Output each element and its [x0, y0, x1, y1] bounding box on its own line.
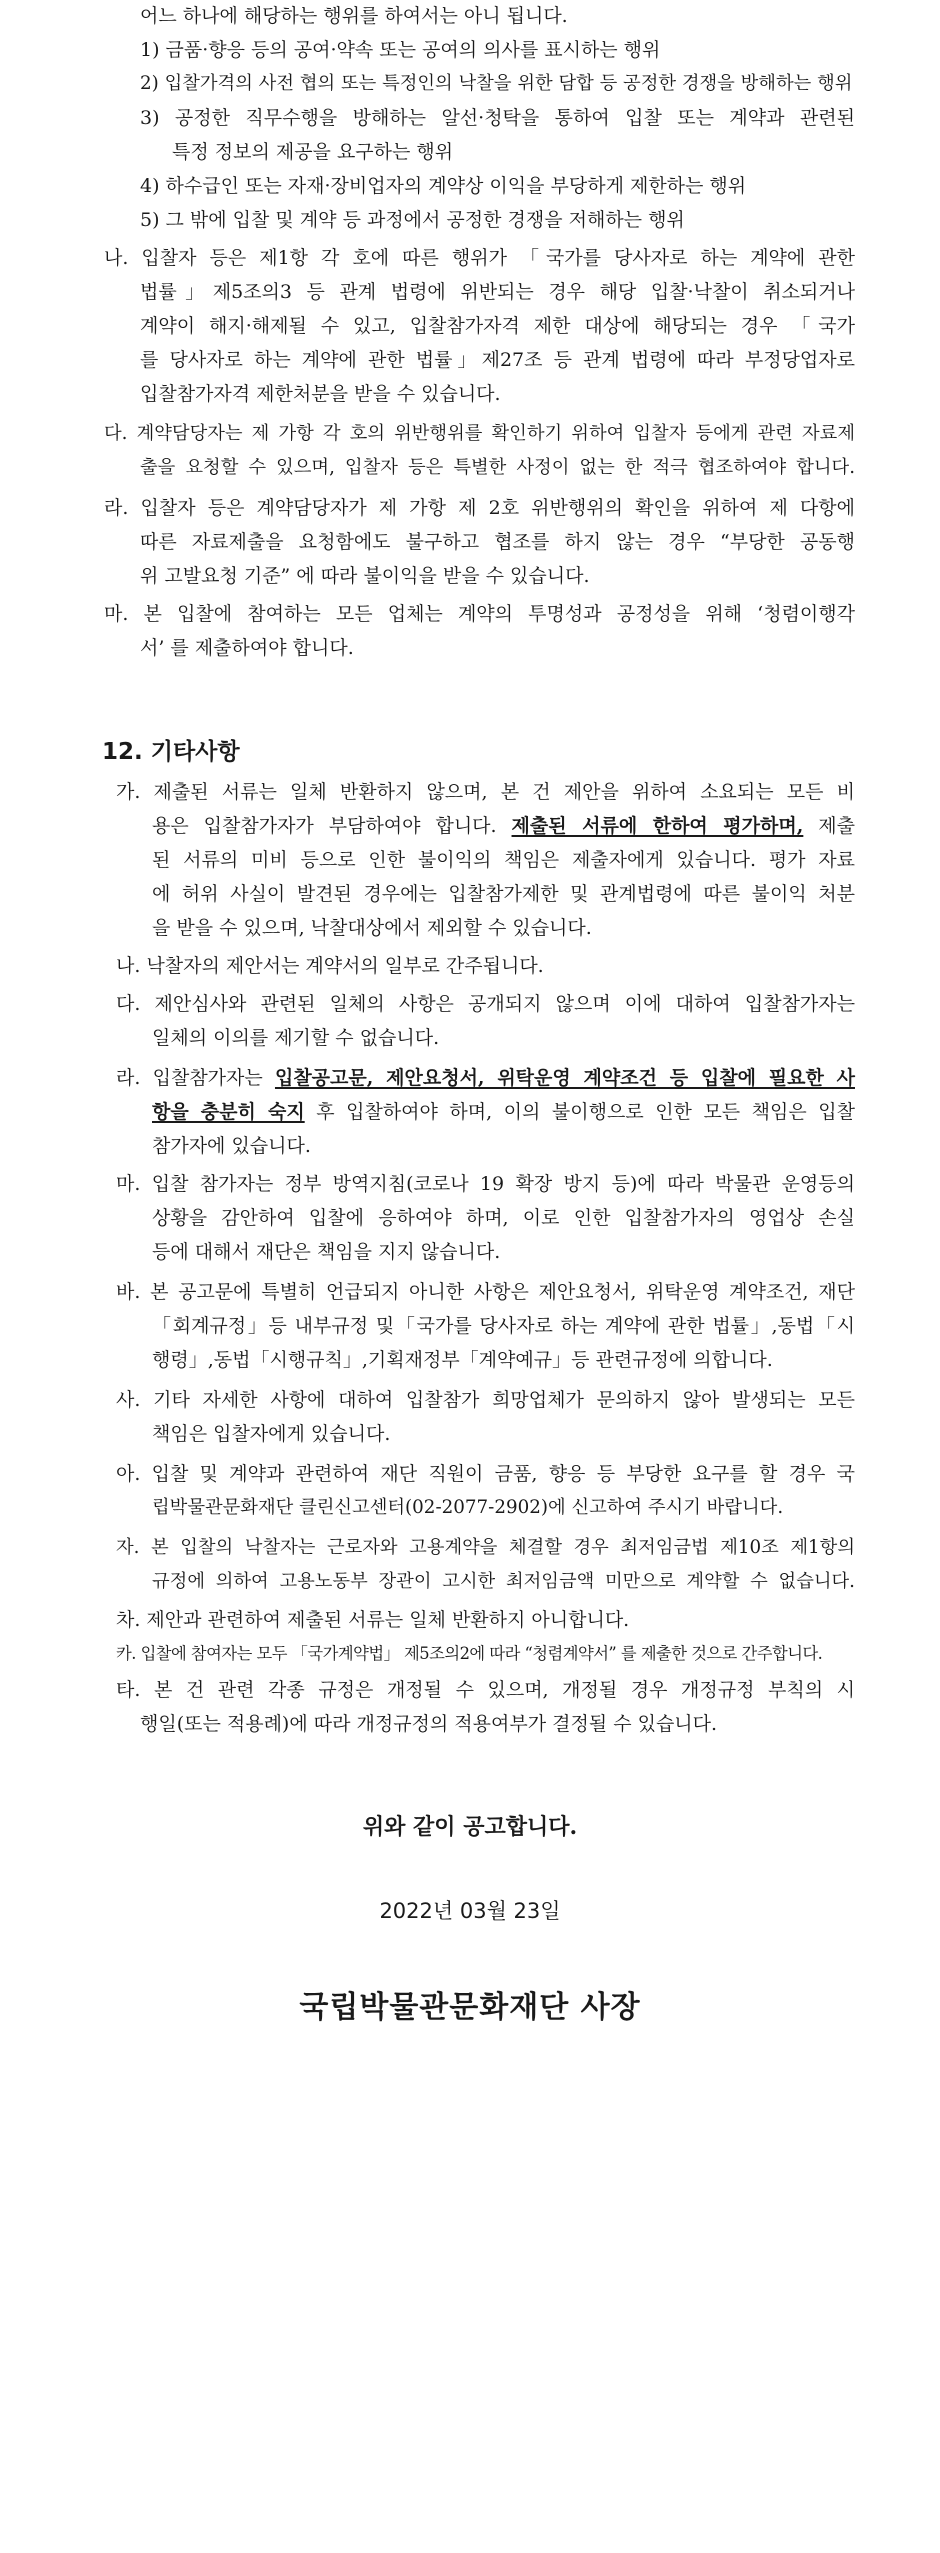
- intro-line: 어느 하나에 해당하는 행위를 하여서는 아니 됩니다.: [140, 5, 568, 27]
- clause-na-line-2: 법률」제5조의3 등 관계 법령에 위반되는 경우 해당 입찰·낙찰이 취소되거나: [140, 281, 855, 303]
- item-ga-line-1: 가. 제출된 서류는 일체 반환하지 않으며, 본 건 제안을 위하여 소요되는 모든 비: [116, 781, 855, 803]
- item-ja-line-2: 규정에 의하여 고용노동부 장관이 고시한 최저임금액 미만으로 계약할 수 없습니다.: [152, 1571, 855, 1592]
- prohibited-act-1: 1) 금품·향응 등의 공여·약속 또는 공여의 의사를 표시하는 행위: [140, 39, 661, 61]
- item-a-line-1: 아. 입찰 및 계약과 관련하여 재단 직원이 금품, 향응 등 부당한 요구를 할 경우 국: [116, 1463, 855, 1485]
- clause-ra-line-1: 라. 입찰자 등은 계약담당자가 제 가항 제 2호 위반행위의 확인을 위하여 제 다항에: [104, 497, 855, 519]
- item-ta-line-2: 행일(또는 적용례)에 따라 개정규정의 적용여부가 결정될 수 있습니다.: [140, 1713, 718, 1735]
- prohibited-act-5: 5) 그 밖에 입찰 및 계약 등 과정에서 공정한 경쟁을 저해하는 행위: [140, 209, 685, 231]
- prohibited-act-4: 4) 하수급인 또는 자재·장비업자의 계약상 이익을 부당하게 제한하는 행위: [140, 175, 747, 197]
- item-ba-line-3: 행령」,동법「시행규칙」,기획재정부「계약예규」등 관련규정에 의합니다.: [152, 1349, 773, 1371]
- item-ba-line-2: 「회계규정」등 내부규정 및「국가를 당사자로 하는 계약에 관한 법률」,동법「시: [152, 1315, 855, 1337]
- notice-date: 2022년 03월 23일: [379, 1899, 561, 1923]
- item-ga-line-4: 에 허위 사실이 발견된 경우에는 입찰참가제한 및 관계법령에 따른 불이익 처분: [152, 883, 855, 905]
- item-ra-line-1: 라. 입찰참가자는 입찰공고문, 제안요청서, 위탁운영 계약조건 등 입찰에 필요한 사: [116, 1067, 855, 1089]
- item-ga-line-5: 을 받을 수 있으며, 낙찰대상에서 제외할 수 있습니다.: [152, 917, 592, 939]
- item-ra-line-3: 참가자에 있습니다.: [152, 1135, 311, 1157]
- item-na-line-1: 나. 낙찰자의 제안서는 계약서의 일부로 간주됩니다.: [116, 955, 544, 977]
- clause-da-line-2: 출을 요청할 수 있으며, 입찰자 등은 특별한 사정이 없는 한 적극 협조하여야 합니다.: [140, 457, 855, 478]
- item-da-line-2: 일체의 이의를 제기할 수 없습니다.: [152, 1027, 440, 1049]
- item-ka-line-1: 카. 입찰에 참여자는 모두 「국가계약법」 제5조의2에 따라 “청렴계약서” 를 제출한 것으로 간주합니다.: [116, 1644, 823, 1663]
- clause-da-line-1: 다. 계약담당자는 제 가항 각 호의 위반행위를 확인하기 위하여 입찰자 등에게 관련 자료제: [104, 423, 855, 444]
- prohibited-act-3-cont: 특정 정보의 제공을 요구하는 행위: [172, 141, 454, 163]
- underlined-text: 제출된 서류에 한하여 평가하며,: [511, 815, 804, 837]
- item-sa-line-2: 책임은 입찰자에게 있습니다.: [152, 1423, 391, 1445]
- item-ba-line-1: 바. 본 공고문에 특별히 언급되지 아니한 사항은 제안요청서, 위탁운영 계약조건, 재단: [116, 1281, 855, 1303]
- item-cha-line-1: 차. 제안과 관련하여 제출된 서류는 일체 반환하지 아니합니다.: [116, 1609, 630, 1631]
- clause-ra-line-3: 위 고발요청 기준” 에 따라 불이익을 받을 수 있습니다.: [140, 565, 590, 587]
- closing-notice: 위와 같이 공고합니다.: [362, 1814, 578, 1840]
- item-a-line-2: 립박물관문화재단 클린신고센터(02-2077-2902)에 신고하여 주시기 바랍니다.: [152, 1497, 784, 1518]
- item-ga-line-3: 된 서류의 미비 등으로 인한 불이익의 책임은 제출자에게 있습니다. 평가 자료: [152, 849, 855, 871]
- item-sa-line-1: 사. 기타 자세한 사항에 대하여 입찰참가 희망업체가 문의하지 않아 발생되는 모든: [116, 1389, 855, 1411]
- underlined-text: 항을 충분히 숙지: [152, 1101, 305, 1123]
- clause-ra-line-2: 따른 자료제출을 요청함에도 불구하고 협조를 하지 않는 경우 “부당한 공동행: [140, 531, 855, 553]
- prohibited-act-2: 2) 입찰가격의 사전 협의 또는 특정인의 낙찰을 위한 담합 등 공정한 경쟁을 방해하는 행위: [140, 73, 853, 94]
- clause-na-line-4: 를 당사자로 하는 계약에 관한 법률」제27조 등 관계 법령에 따라 부정당업자로: [140, 349, 855, 371]
- clause-na-line-1: 나. 입찰자 등은 제1항 각 호에 따른 행위가 「국가를 당사자로 하는 계약에 관한: [104, 247, 855, 269]
- clause-ma-line-1: 마. 본 입찰에 참여하는 모든 업체는 계약의 투명성과 공정성을 위해 ‘청렴이행각: [104, 603, 855, 625]
- prohibited-act-3: 3) 공정한 직무수행을 방해하는 알선·청탁을 통하여 입찰 또는 계약과 관련된: [140, 107, 855, 129]
- underlined-text: 입찰공고문, 제안요청서, 위탁운영 계약조건 등 입찰에 필요한 사: [274, 1067, 855, 1089]
- item-ga-line-2: 용은 입찰참가자가 부담하여야 합니다. 제출된 서류에 한하여 평가하며, 제출: [152, 815, 856, 837]
- clause-na-line-5: 입찰참가자격 제한처분을 받을 수 있습니다.: [140, 383, 501, 405]
- item-ra-line-2: 항을 충분히 숙지 후 입찰하여야 하며, 이의 불이행으로 인한 모든 책임은 입찰: [152, 1101, 855, 1123]
- clause-ma-line-2: 서’ 를 제출하여야 합니다.: [140, 637, 354, 659]
- item-ma-line-3: 등에 대해서 재단은 책임을 지지 않습니다.: [152, 1241, 501, 1263]
- item-ja-line-1: 자. 본 입찰의 낙찰자는 근로자와 고용계약을 체결할 경우 최저임금법 제10조 제1항의: [116, 1537, 855, 1558]
- item-ta-line-1: 타. 본 건 관련 각종 규정은 개정될 수 있으며, 개정될 경우 개정규정 부칙의 시: [116, 1679, 855, 1701]
- section-12-heading: 12. 기타사항: [102, 739, 240, 765]
- item-da-line-1: 다. 제안심사와 관련된 일체의 사항은 공개되지 않으며 이에 대하여 입찰참가자는: [116, 993, 855, 1015]
- item-ma-line-2: 상황을 감안하여 입찰에 응하여야 하며, 이로 인한 입찰참가자의 영업상 손실: [152, 1207, 855, 1229]
- issuer-title: 국립박물관문화재단 사장: [299, 1990, 641, 2025]
- clause-na-line-3: 계약이 해지·해제될 수 있고, 입찰참가자격 제한 대상에 해당되는 경우 「국가: [140, 315, 855, 337]
- item-ma-line-1: 마. 입찰 참가자는 정부 방역지침(코로나 19 확장 방지 등)에 따라 박물관 운영등의: [116, 1173, 855, 1195]
